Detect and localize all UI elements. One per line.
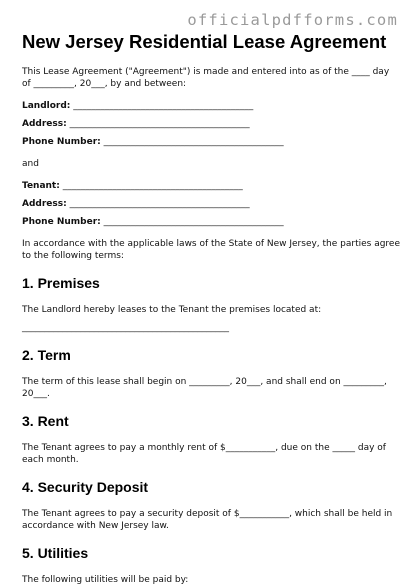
tenant-name-field[interactable] (22, 180, 400, 192)
lease-document (22, 31, 400, 586)
landlord-phone-blank[interactable]: ________________________________________ (100, 137, 284, 147)
section-heading-security-deposit: 4. Security Deposit (22, 479, 149, 495)
landlord-name-field[interactable] (22, 100, 400, 112)
landlord-label: Landlord: (22, 101, 71, 111)
landlord-address-field[interactable] (22, 118, 400, 130)
landlord-name-blank[interactable]: ________________________________________ (70, 101, 254, 111)
tenant-phone-label: Phone Number: (22, 217, 101, 227)
tenant-phone-field[interactable] (22, 216, 400, 228)
section-heading-premises: 1. Premises (22, 275, 100, 291)
tenant-label: Tenant: (22, 181, 60, 191)
intro-paragraph: This Lease Agreement ("Agreement") is made and entered into as of the ____ day of _________, 20___, by and between: (22, 67, 390, 89)
landlord-address-label: Address: (22, 119, 67, 129)
tenant-address-blank[interactable]: ________________________________________ (66, 199, 250, 209)
premises-address-blank[interactable]: ______________________________________________ (22, 323, 229, 333)
tenant-name-blank[interactable]: ________________________________________ (59, 181, 243, 191)
section-body-term: The term of this lease shall begin on _________, 20___, and shall end on _________, 20___. (22, 377, 387, 399)
section-heading-utilities: 5. Utilities (22, 545, 89, 561)
tenant-address-label: Address: (22, 199, 67, 209)
watermark: officialpdfforms.com (187, 11, 398, 29)
section-heading-term: 2. Term (22, 347, 71, 363)
landlord-phone-label: Phone Number: (22, 137, 101, 147)
section-body-utilities: The following utilities will be paid by: (22, 575, 189, 585)
document-title: New Jersey Residential Lease Agreement (22, 31, 387, 52)
section-heading-rent: 3. Rent (22, 413, 69, 429)
landlord-phone-field[interactable] (22, 136, 400, 148)
section-body-premises: The Landlord hereby leases to the Tenant the premises located at: (22, 305, 322, 315)
landlord-address-blank[interactable]: ________________________________________ (66, 119, 250, 129)
accordance-paragraph: In accordance with the applicable laws of the State of New Jersey, the parties agree to the following terms: (22, 239, 401, 261)
section-body-rent: The Tenant agrees to pay a monthly rent of $___________, due on the _____ day of each month. (22, 443, 386, 465)
section-body-security-deposit: The Tenant agrees to pay a security deposit of $___________, which shall be held in accordance with New Jersey law. (22, 509, 393, 531)
and-text: and (22, 159, 39, 169)
tenant-phone-blank[interactable]: ________________________________________ (100, 217, 284, 227)
tenant-address-field[interactable] (22, 198, 400, 210)
